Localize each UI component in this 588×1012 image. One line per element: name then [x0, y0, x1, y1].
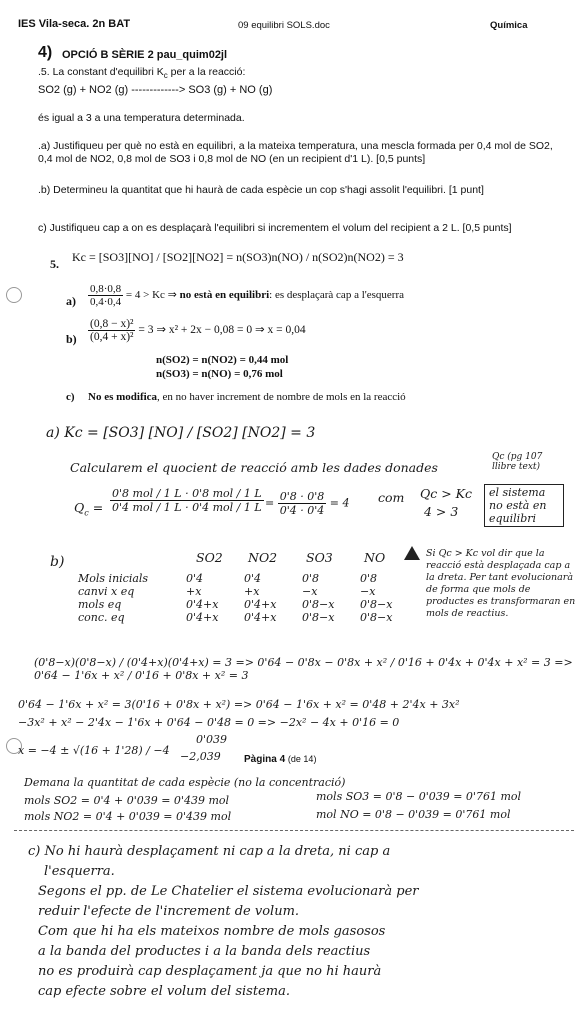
question-a: .a) Justifiqueu per què no està en equilibri, a la mateixa temperatura, una mescla formada per 0,4 mol de SO2, 0,4 mol de NO2, 0,8 mol de SO3 i 0,8 mol de NO (en un recipient d'1 L). [0,5 punts]: [38, 140, 553, 165]
warning-icon: [404, 546, 420, 560]
hw-calc-line: Calcularem el quocient de reacció amb les dades donades: [70, 460, 438, 475]
hw-qc-gt-kc: Qc > Kc: [420, 486, 473, 501]
hw-root1: 0'039: [196, 733, 228, 746]
option-title: OPCIÓ B SÈRIE 2 pau_quim02jl: [62, 49, 228, 61]
hw-mols-no2: mols NO2 = 0'4 + 0'039 = 0'439 mol: [24, 810, 232, 823]
table-row: mols eq 0'4+x 0'4+x 0'8−x 0'8−x: [78, 598, 393, 611]
table-row: canvi x eq +x +x −x −x: [78, 585, 376, 598]
hw-qc-product: = $\frac{0'8 \cdot 0'8}{0'4 \cdot 0'4}$ = 4: [265, 490, 350, 517]
hw-a-kc: a) Kc = [SO3] [NO] / [SO2] [NO2] = 3: [46, 425, 316, 441]
punch-hole: [6, 287, 22, 303]
hw-species-row: SO2 NO2 SO3 NO: [196, 550, 386, 565]
hw-side-note: Si Qc > Kc vol dir que la reacció està desplaçada cap a la dreta. Per tant evolucionarà de forma que mols de productes es transformaran en mols de reactius.: [426, 548, 576, 619]
k-value-statement: és igual a 3 a una temperatura determinada.: [38, 112, 245, 124]
hw-boxed-conclusion: el sistema no està en equilibri: [484, 484, 564, 527]
sol-c-label: c): [66, 391, 75, 403]
table-row: Mols inicials 0'4 0'4 0'8 0'8: [78, 572, 378, 585]
hw-eq1: (0'8−x)(0'8−x) / (0'4+x)(0'4+x) = 3 => 0'64 − 0'8x − 0'8x + x² / 0'16 + 0'4x + 0'4x + x² = 3 => 0'64 − 1'6x + x² / 0'16 + 0'8x + x² = 3: [34, 656, 573, 682]
sol-b-result-1: n(SO2) = n(NO2) = 0,44 mol: [156, 354, 289, 366]
hw-mols-so2: mols SO2 = 0'4 + 0'039 = 0'439 mol: [24, 794, 230, 807]
page-footer: Pàgina 4 (de 14): [244, 754, 317, 765]
hw-b-label: b): [50, 554, 65, 570]
sol-a-body: $\frac{0,8\cdot 0,8}{0,4\cdot 0,4}$ = 4 > Kc ⇒ no està en equilibri: es desplaçarà cap a l'esquerra: [90, 283, 404, 308]
header-school: IES Vila-seca. 2n BAT: [18, 18, 131, 30]
hw-mols-so3: mols SO3 = 0'8 − 0'039 = 0'761 mol: [316, 790, 522, 803]
reaction: SO2 (g) + NO2 (g) -------------> SO3 (g) + NO (g): [38, 84, 273, 96]
hw-eq2: 0'64 − 1'6x + x² = 3(0'16 + 0'8x + x²) => 0'64 − 1'6x + x² = 0'48 + 2'4x + 3x²: [18, 698, 460, 711]
sol-a-label: a): [66, 294, 76, 308]
question-b: .b) Determineu la quantitat que hi haurà de cada espècie un cop s'hagi assolit l'equilibri. [1 punt]: [38, 184, 484, 196]
hw-qc-fraction: $\frac{\text{0'8 mol / 1 L · 0'8 mol / 1 L}}{\text{0'4 mol / 1 L · 0'4 mol / 1 L}}$: [112, 487, 262, 514]
sol-b-body: $\frac{\text{(0,8 − x)²}}{\text{(0,4 + x)²}}$ = 3 ⇒ x² + 2x − 0,08 = 0 ⇒ x = 0,04: [90, 318, 306, 343]
hw-mols-no: mol NO = 0'8 − 0'039 = 0'761 mol: [316, 808, 511, 821]
hw-demana: Demana la quantitat de cada espècie (no la concentració): [24, 776, 346, 789]
question-c: c) Justifiqueu cap a on es desplaçarà l'equilibri si incrementem el volum del recipient a 2 L. [0,5 punts]: [38, 222, 512, 234]
hw-eq4: x = −4 ± √(16 + 1'28) / −4: [18, 744, 170, 757]
option-number: 4): [38, 44, 53, 61]
header-subject: Química: [490, 20, 528, 31]
header-filename: 09 equilibri SOLS.doc: [238, 20, 330, 31]
hw-root2: −2,039: [180, 750, 221, 763]
sol-b-result-2: n(SO3) = n(NO) = 0,76 mol: [156, 368, 283, 380]
hw-com: com: [378, 490, 405, 505]
sol-c-body: No es modifica, en no haver increment de nombre de mols en la reacció: [88, 391, 406, 403]
hw-eq3: −3x² + x² − 2'4x − 1'6x + 0'64 − 0'48 = 0 => −2x² − 4x + 0'16 = 0: [18, 716, 400, 729]
solution-number: 5.: [50, 257, 59, 271]
problem-intro: .5. La constant d'equilibri $K_c$ per a la reacció:: [38, 66, 246, 81]
hw-four-gt-three: 4 > 3: [424, 504, 459, 519]
hw-qc-label: $Q_c$ =: [74, 500, 104, 518]
hw-c-block: c) No hi haurà desplaçament ni cap a la dreta, ni cap a l'esquerra. Segons el pp. de Le Chatelier el sistema evolucionarà per reduir l'efecte de l'increment de volum. Com que hi ha els mateixos nombre de mols gasosos a la banda del productes i a la banda dels reactius no es produirà cap desplaçament ja que no hi haurà cap efecte sobre el volum del sistema.: [28, 844, 419, 999]
table-row: conc. eq 0'4+x 0'4+x 0'8−x 0'8−x: [78, 611, 393, 624]
hw-table: [72, 572, 398, 624]
sol-b-label: b): [66, 332, 77, 346]
kc-expression: Kc = [SO3][NO] / [SO2][NO2] = n(SO3)n(NO) / n(SO2)n(NO2) = 3: [72, 250, 404, 264]
separator-line: [14, 830, 574, 831]
hw-qc-note: Qc (pg 107 llibre text): [492, 452, 543, 472]
